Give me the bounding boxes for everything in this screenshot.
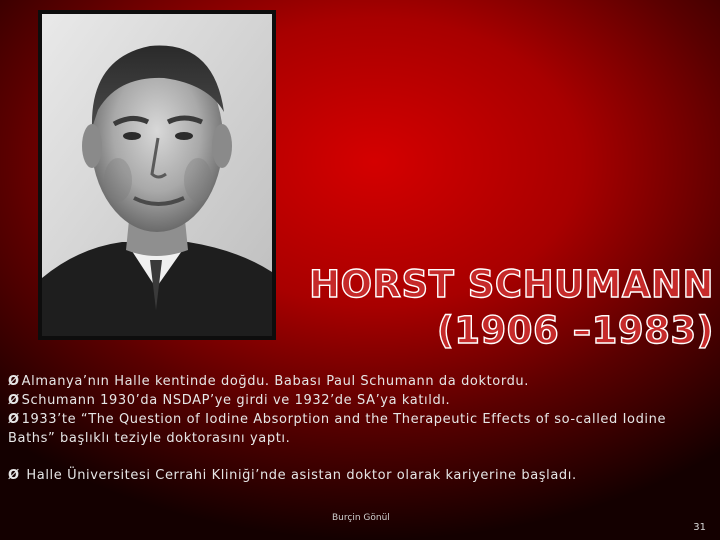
- portrait-illustration: [38, 10, 276, 340]
- bullet-list: [8, 372, 708, 485]
- bullet-item: [8, 391, 708, 410]
- title-name: HORST SCHUMANN: [309, 263, 714, 306]
- bullet-item: [8, 410, 708, 448]
- bullet-text: Almanya’nın Halle kentinde doğdu. Babası Paul Schumann da doktordu.: [21, 374, 530, 389]
- bullet-arrow-icon: Ø: [8, 374, 20, 389]
- bullet-arrow-icon: Ø: [8, 412, 20, 427]
- bullet-arrow-icon: Ø: [8, 393, 20, 408]
- bullet-item: [8, 466, 708, 485]
- bullet-arrow-icon: Ø: [8, 468, 20, 483]
- portrait-photo: [38, 10, 276, 340]
- bullet-item: [8, 372, 708, 391]
- bullet-text: Halle Üniversitesi Cerrahi Kliniği’nde asistan doktor olarak kariyerine başladı.: [21, 468, 577, 483]
- bullet-text: Schumann 1930’da NSDAP’ye girdi ve 1932’de SA’ya katıldı.: [21, 393, 451, 408]
- bullet-text: 1933’te “The Question of Iodine Absorption and the Therapeutic Effects of so-called Iodine Baths” başlıklı teziyle doktorasını yaptı.: [8, 412, 667, 446]
- slide-title: [309, 262, 714, 354]
- page-number: 31: [693, 522, 706, 533]
- footer-author: Burçin Gönül: [332, 513, 390, 523]
- title-years: (1906 –1983): [436, 309, 714, 352]
